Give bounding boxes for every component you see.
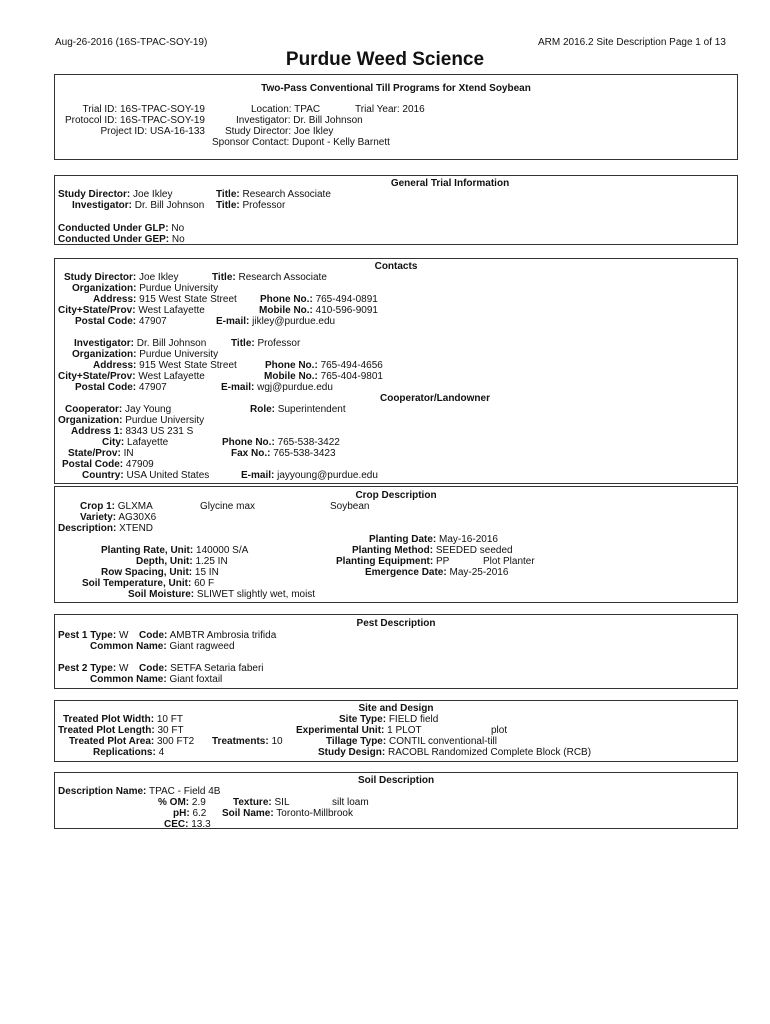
c3-country-value: USA United States [126, 470, 210, 481]
pest1-common-value: Giant ragweed [169, 641, 235, 652]
description-label: Description: [58, 523, 117, 534]
c3-state-label: State/Prov: [68, 448, 121, 459]
site-type-label: Site Type: [339, 714, 387, 725]
planting-equipment-label: Planting Equipment: [336, 556, 434, 567]
c2-mobile-label: Mobile No.: [264, 371, 318, 382]
c3-role-label: Role: [250, 404, 275, 415]
c3-fax-value: 765-538-3423 [273, 448, 336, 459]
pest1-code-label: Code: [139, 630, 168, 641]
c1-postal-label: Postal Code: [75, 316, 137, 327]
gen-inv-label: Investigator: [72, 200, 133, 211]
planting-method-value: SEEDED seeded [435, 545, 513, 556]
c2-phone-label: Phone No.: [265, 360, 318, 371]
c3-email-label: E-mail: [241, 470, 275, 481]
c3-country-label: Country: [82, 470, 124, 481]
location: Location: TPAC [251, 104, 321, 115]
gep-value: No [171, 234, 185, 245]
c2-city-value: West Lafayette [138, 371, 205, 382]
c3-phone-value: 765-538-3422 [277, 437, 340, 448]
plot-width-value: 10 FT [156, 714, 183, 725]
site-title: Site and Design [358, 703, 434, 714]
c2-email-value: wgj@purdue.edu [257, 382, 333, 393]
pest1-code-value: AMBTR Ambrosia trifida [169, 630, 277, 641]
soil-moisture-label: Soil Moisture: [128, 589, 195, 600]
c3-phone-label: Phone No.: [222, 437, 275, 448]
depth-label: Depth, Unit: [136, 556, 193, 567]
pest2-code-label: Code: [139, 663, 168, 674]
c3-coop-value: Jay Young [125, 404, 172, 415]
study-design-label: Study Design: [318, 747, 386, 758]
soil-temperature-label: Soil Temperature, Unit: [82, 578, 192, 589]
om-value: 2.9 [191, 797, 206, 808]
soil-box [54, 772, 738, 829]
cooperator-landowner-title: Cooperator/Landowner [379, 393, 490, 404]
c2-phone-value: 765-494-4656 [320, 360, 383, 371]
c1-mobile-label: Mobile No.: [259, 305, 313, 316]
c3-city-label: City: [102, 437, 125, 448]
tillage-type-label: Tillage Type: [326, 736, 387, 747]
pest2-type-label: Pest 2 Type: [58, 663, 117, 674]
c1-email-value: jikley@purdue.edu [252, 316, 336, 327]
planting-rate-value: 140000 S/A [196, 545, 249, 556]
c3-role-value: Superintendent [277, 404, 346, 415]
c2-inv-label: Investigator: [74, 338, 135, 349]
variety-value: AG30X6 [118, 512, 157, 523]
gen-inv-title-value: Professor [242, 200, 286, 211]
gep-label: Conducted Under GEP: [58, 234, 170, 245]
planting-date-value: May-16-2016 [439, 534, 498, 545]
planting-equipment-value: PP [436, 556, 450, 567]
crop-box [54, 486, 738, 603]
texture-desc: silt loam [332, 797, 369, 808]
c1-sd-value: Joe Ikley [139, 272, 179, 283]
c1-city-value: West Lafayette [138, 305, 205, 316]
c1-addr-label: Address: [93, 294, 137, 305]
pest1-common-label: Common Name: [90, 641, 167, 652]
contacts-title: Contacts [374, 261, 418, 272]
row-spacing-label: Row Spacing, Unit: [101, 567, 193, 578]
c2-inv-value: Dr. Bill Johnson [136, 338, 207, 349]
gen-inv-value: Dr. Bill Johnson [134, 200, 205, 211]
trial-title: Two-Pass Conventional Till Programs for Xtend Soybean [261, 83, 531, 94]
c2-org-value: Purdue University [139, 349, 219, 360]
soil-name-desc-label: Description Name: [58, 786, 147, 797]
description-value: XTEND [119, 523, 154, 534]
header-right: ARM 2016.2 Site Description Page 1 of 13 [538, 37, 726, 48]
pest2-code-value: SETFA Setaria faberi [170, 663, 264, 674]
gen-sd-title-value: Research Associate [242, 189, 331, 200]
header-left: Aug-26-2016 (16S-TPAC-SOY-19) [55, 37, 208, 48]
planting-rate-label: Planting Rate, Unit: [101, 545, 194, 556]
planting-method-label: Planting Method: [352, 545, 434, 556]
treatments-label: Treatments: [212, 736, 269, 747]
treatments-value: 10 [271, 736, 283, 747]
pest1-type-value: W [118, 630, 129, 641]
page-title: Purdue Weed Science [285, 49, 485, 70]
experimental-unit-value: 1 PLOT [387, 725, 422, 736]
cec-label: CEC: [164, 819, 189, 830]
c1-email-label: E-mail: [216, 316, 250, 327]
c1-org-label: Organization: [72, 283, 137, 294]
gen-sd-label: Study Director: [58, 189, 131, 200]
c1-city-label: City+State/Prov: [58, 305, 136, 316]
plot-length-value: 30 FT [157, 725, 184, 736]
planting-date-label: Planting Date: [369, 534, 437, 545]
c2-postal-label: Postal Code: [75, 382, 137, 393]
soil-name-desc-value: TPAC - Field 4B [148, 786, 221, 797]
experimental-unit-desc: plot [491, 725, 508, 736]
c2-addr-value: 915 West State Street [139, 360, 237, 371]
soil-temperature-value: 60 F [194, 578, 215, 589]
plot-length-label: Treated Plot Length: [58, 725, 155, 736]
c3-postal-value: 47909 [125, 459, 154, 470]
c1-postal-value: 47907 [138, 316, 167, 327]
c3-addr-label: Address 1: [71, 426, 123, 437]
contacts-box [54, 258, 738, 484]
planting-equipment-desc: Plot Planter [483, 556, 535, 567]
c3-city-value: Lafayette [127, 437, 169, 448]
c2-title-label: Title: [231, 338, 255, 349]
crop-common-name: Soybean [330, 501, 370, 512]
soil-name-value: Toronto-Millbrook [276, 808, 353, 819]
c2-postal-value: 47907 [138, 382, 167, 393]
emergence-date-value: May-25-2016 [449, 567, 509, 578]
c3-state-value: IN [123, 448, 134, 459]
trial-id: Trial ID: 16S-TPAC-SOY-19 [82, 104, 205, 115]
gen-inv-title-label: Title: [216, 200, 240, 211]
crop-label: Crop 1: [80, 501, 115, 512]
c2-city-label: City+State/Prov: [58, 371, 136, 382]
c1-title-label: Title: [212, 272, 236, 283]
plot-area-value: 300 FT2 [157, 736, 195, 747]
c2-mobile-value: 765-404-9801 [320, 371, 383, 382]
c1-title-value: Research Associate [238, 272, 327, 283]
c1-phone-value: 765-494-0891 [315, 294, 378, 305]
ph-label: pH: [173, 808, 190, 819]
sponsor-contact: Sponsor Contact: Dupont - Kelly Barnett [212, 137, 390, 148]
gen-sd-title-label: Title: [216, 189, 240, 200]
plot-area-label: Treated Plot Area: [69, 736, 155, 747]
c3-coop-label: Cooperator: [65, 404, 123, 415]
c3-org-label: Organization: [58, 415, 123, 426]
c1-addr-value: 915 West State Street [139, 294, 237, 305]
c3-fax-label: Fax No.: [231, 448, 271, 459]
experimental-unit-label: Experimental Unit: [296, 725, 385, 736]
c3-email-value: jayyoung@purdue.edu [277, 470, 378, 481]
c1-mobile-value: 410-596-9091 [315, 305, 378, 316]
c1-phone-label: Phone No.: [260, 294, 313, 305]
study-design-value: RACOBL Randomized Complete Block (RCB) [388, 747, 592, 758]
soil-moisture-value: SLIWET slightly wet, moist [196, 589, 316, 600]
summary-study-director: Study Director: Joe Ikley [225, 126, 334, 137]
cec-value: 13.3 [191, 819, 211, 830]
soil-name-label: Soil Name: [222, 808, 274, 819]
c2-org-label: Organization: [72, 349, 137, 360]
texture-value: SIL [274, 797, 290, 808]
soil-title: Soil Description [357, 775, 435, 786]
general-info-box [54, 175, 738, 245]
project-id: Project ID: USA-16-133 [100, 126, 205, 137]
c2-title-value: Professor [257, 338, 301, 349]
pest2-common-label: Common Name: [90, 674, 167, 685]
summary-investigator: Investigator: Dr. Bill Johnson [236, 115, 363, 126]
crop-title: Crop Description [355, 490, 437, 501]
c2-addr-label: Address: [93, 360, 137, 371]
gen-sd-value: Joe Ikley [133, 189, 173, 200]
c1-sd-label: Study Director: [64, 272, 137, 283]
tillage-type-value: CONTIL conventional-till [388, 736, 497, 747]
depth-value: 1.25 IN [195, 556, 228, 567]
glp-label: Conducted Under GLP: [58, 223, 169, 234]
c3-org-value: Purdue University [125, 415, 205, 426]
glp-value: No [171, 223, 185, 234]
trial-year: Trial Year: 2016 [355, 104, 425, 115]
pest2-common-value: Giant foxtail [169, 674, 223, 685]
trial-summary-box [54, 74, 738, 160]
plot-width-label: Treated Plot Width: [63, 714, 155, 725]
site-box [54, 700, 738, 762]
replications-label: Replications: [93, 747, 156, 758]
pest2-type-value: W [118, 663, 129, 674]
row-spacing-value: 15 IN [194, 567, 219, 578]
pest-box [54, 614, 738, 689]
pest-title: Pest Description [356, 618, 436, 629]
c1-org-value: Purdue University [139, 283, 219, 294]
site-type-value: FIELD field [388, 714, 439, 725]
protocol-id: Protocol ID: 16S-TPAC-SOY-19 [64, 115, 205, 126]
pest1-type-label: Pest 1 Type: [58, 630, 117, 641]
c3-addr-value: 8343 US 231 S [125, 426, 194, 437]
emergence-date-label: Emergence Date: [365, 567, 447, 578]
c3-postal-label: Postal Code: [62, 459, 124, 470]
replications-value: 4 [158, 747, 165, 758]
om-label: % OM: [158, 797, 190, 808]
ph-value: 6.2 [192, 808, 207, 819]
crop-code: GLXMA [117, 501, 153, 512]
texture-label: Texture: [233, 797, 272, 808]
variety-label: Variety: [80, 512, 117, 523]
c2-email-label: E-mail: [221, 382, 255, 393]
general-title: General Trial Information [390, 178, 510, 189]
crop-scientific-name: Glycine max [200, 501, 256, 512]
